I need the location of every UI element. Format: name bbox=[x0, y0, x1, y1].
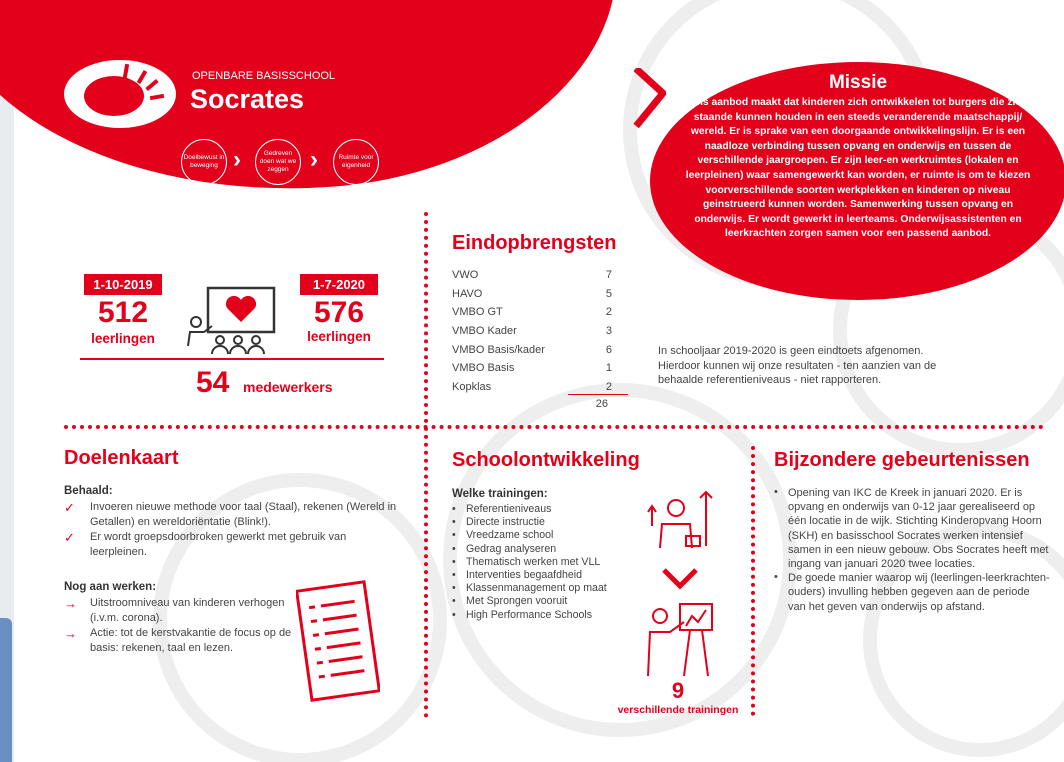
arrow-right-icon: → bbox=[64, 596, 77, 611]
chevron-right-icon: › bbox=[310, 146, 318, 173]
date-badge-2: 1-7-2020 bbox=[300, 274, 378, 295]
school-logo-icon bbox=[62, 56, 178, 132]
training-item bbox=[452, 556, 642, 569]
bullet-icon: • bbox=[452, 503, 456, 515]
table-row bbox=[452, 322, 612, 341]
table-cell-level: VMBO GT bbox=[452, 306, 503, 319]
schoolontwikkeling-title: Schoolontwikkeling bbox=[452, 449, 640, 471]
table-cell-level: HAVO bbox=[452, 287, 483, 300]
bullet-icon: • bbox=[774, 571, 778, 584]
training-item bbox=[452, 503, 642, 516]
staff-label: medewerkers bbox=[243, 379, 333, 395]
table-total-line bbox=[568, 394, 628, 395]
student-label-2: leerlingen bbox=[307, 329, 371, 344]
achieved-list bbox=[64, 500, 404, 559]
table-cell-level: VWO bbox=[452, 269, 479, 282]
value-pill-3: Ruimte voor eigenheid bbox=[333, 139, 379, 185]
todo-list bbox=[64, 596, 294, 655]
training-label: Thematisch werken met VLL bbox=[466, 555, 601, 568]
bullet-icon: • bbox=[452, 582, 456, 595]
student-count-1: 512 bbox=[97, 296, 149, 329]
table-cell-count: 1 bbox=[605, 362, 612, 375]
table-cell-count: 2 bbox=[605, 380, 612, 393]
trainings-subtitle: Welke trainingen: bbox=[452, 488, 548, 500]
mission-title: Missie bbox=[828, 72, 888, 93]
document-list-icon bbox=[296, 580, 380, 702]
student-count-2: 576 bbox=[313, 296, 365, 329]
training-label: Gedrag analyseren bbox=[466, 542, 557, 555]
table-cell-level: Kopklas bbox=[452, 380, 492, 393]
achieved-label: Behaald: bbox=[64, 485, 113, 497]
bullet-icon: • bbox=[452, 542, 456, 555]
training-label: Klassenmanagement op maat bbox=[466, 582, 607, 595]
mission-text: Ons aanbod maakt dat kinderen zich ontwikkelen tot burgers die zich staande kunnen houden in een steeds veranderende maatschappij/ wereld. Er is sprake van een doorgaande ontwikkelingslijn. Er is een naadloze verbinding tussen opvang en onderwijs en tussen de verschillende jaargroepen. Er zijn leer-en werkruimtes (lokalen en leerpleinen) waar samengewerkt kan worden, er ruimte is om te kiezen voorverschillende soorten werkplekken en kinderen op niveau geinstrueerd kunnen worden. Samenwerking tussen opvang en onderwijs. Er wordt gewerkt in leerteams. Onderwijsassistenten en leerkrachten zorgen samen voor een passend aanbod. bbox=[685, 97, 1031, 240]
checkmark-icon: ✓ bbox=[64, 500, 75, 515]
training-label: Interventies begaafdheid bbox=[466, 569, 583, 582]
training-label: Vreedzame school bbox=[466, 529, 554, 542]
training-label: Referentieniveaus bbox=[466, 503, 552, 515]
table-cell-count: 7 bbox=[605, 269, 612, 282]
event-item bbox=[774, 571, 1050, 614]
todo-item bbox=[64, 596, 294, 625]
event-text: De goede manier waarop wij (leerlingen-leerkrachten-ouders) invulling hebben gegeven aan de periode van het geven van onderwijs op afstand. bbox=[788, 572, 1050, 613]
left-sidebar bbox=[0, 0, 14, 762]
table-total: 26 bbox=[595, 398, 608, 410]
vertical-divider-2 bbox=[751, 446, 755, 716]
school-type-label: OPENBARE BASISSCHOOL bbox=[192, 70, 336, 82]
achieved-item-text: Invoeren nieuwe methode voor taal (Staal), rekenen (Wereld in Getallen) en wereldoriëntatie (Blink!). bbox=[90, 501, 397, 528]
training-label: Directe instructie bbox=[466, 516, 545, 529]
value-pill-1: Doelbewust in beweging bbox=[181, 139, 227, 185]
doelenkaart-title: Doelenkaart bbox=[64, 447, 179, 469]
chevron-right-icon: › bbox=[233, 146, 241, 173]
table-cell-level: VMBO Basis/kader bbox=[452, 343, 545, 356]
training-label: High Performance Schools bbox=[466, 608, 593, 621]
arrow-right-icon: → bbox=[64, 626, 77, 641]
school-name: Socrates bbox=[190, 84, 305, 114]
training-item bbox=[452, 543, 642, 556]
trainings-count-label: verschillende trainingen bbox=[617, 704, 739, 716]
mission-ellipse bbox=[650, 62, 1064, 300]
bullet-icon: • bbox=[452, 529, 456, 542]
todo-item-text: Actie: tot de kerstvakantie de focus op de basis: rekenen, taal en lezen. bbox=[90, 627, 292, 654]
table-cell-count: 5 bbox=[605, 287, 612, 300]
events-list bbox=[774, 486, 1050, 614]
trainings-count: 9 bbox=[671, 678, 685, 703]
sidebar-tab[interactable] bbox=[0, 618, 12, 762]
todo-item bbox=[64, 626, 294, 655]
table-cell-level: VMBO Kader bbox=[452, 325, 517, 338]
training-illustration-icon bbox=[640, 486, 720, 686]
training-label: Met Sprongen vooruit bbox=[466, 595, 568, 608]
horizontal-divider bbox=[64, 425, 1044, 429]
todo-item-text: Uitstroomniveau van kinderen verhogen (i.v.m. corona). bbox=[90, 597, 285, 624]
student-label-1: leerlingen bbox=[91, 331, 155, 346]
table-row bbox=[452, 340, 612, 359]
event-text: Opening van IKC de Kreek in januari 2020. Er is opvang en onderwijs van 0-12 jaar gerealiseerd op één locatie in de wijk. Stichting Kinderopvang Hoorn (SKH) en basisschool Socrates werken intensief samen in een nieuw gebouw. Obs Socrates heeft met ingang van januari 2020 twee locaties. bbox=[788, 487, 1049, 571]
eindopbrengsten-note: In schooljaar 2019-2020 is geen eindtoets afgenomen. Hierdoor kunnen wij onze resultaten - ten aanzien van de behaalde referentieniveaus - niet rapporteren. bbox=[658, 345, 937, 386]
classroom-heart-icon bbox=[180, 284, 280, 360]
eindopbrengsten-title: Eindopbrengsten bbox=[452, 232, 617, 254]
staff-count: 54 bbox=[196, 366, 230, 399]
bijzondere-title: Bijzondere gebeurtenissen bbox=[774, 449, 1030, 471]
date-badge-1: 1-10-2019 bbox=[84, 274, 162, 295]
eindopbrengsten-table bbox=[452, 266, 612, 396]
table-row bbox=[452, 266, 612, 285]
training-item bbox=[452, 529, 642, 542]
stats-underline bbox=[80, 358, 384, 360]
table-row bbox=[452, 359, 612, 378]
training-item bbox=[452, 582, 642, 595]
bullet-icon: • bbox=[452, 595, 456, 608]
training-item bbox=[452, 609, 642, 622]
bullet-icon: • bbox=[774, 486, 778, 498]
checkmark-icon: ✓ bbox=[64, 530, 75, 545]
vertical-divider-1 bbox=[424, 212, 428, 718]
value-pill-2: Gedreven doen wat we zeggen bbox=[255, 139, 301, 185]
table-cell-count: 3 bbox=[605, 325, 612, 338]
training-item bbox=[452, 569, 642, 582]
table-row bbox=[452, 303, 612, 322]
trainings-list bbox=[452, 503, 642, 622]
table-cell-count: 2 bbox=[605, 306, 612, 319]
training-item bbox=[452, 516, 642, 529]
training-item bbox=[452, 595, 642, 608]
bullet-icon: • bbox=[452, 516, 456, 529]
bullet-icon: • bbox=[452, 555, 456, 568]
event-item bbox=[774, 486, 1050, 571]
table-cell-level: VMBO Basis bbox=[452, 362, 515, 375]
achieved-item bbox=[64, 500, 404, 529]
table-cell-count: 6 bbox=[605, 343, 612, 356]
todo-label: Nog aan werken: bbox=[64, 581, 157, 593]
bullet-icon: • bbox=[452, 569, 456, 582]
achieved-item-text: Er wordt groepsdoorbroken gewerkt met gebruik van leerpleinen. bbox=[90, 531, 347, 558]
table-row bbox=[452, 285, 612, 304]
bullet-icon: • bbox=[452, 608, 456, 621]
achieved-item bbox=[64, 530, 404, 559]
